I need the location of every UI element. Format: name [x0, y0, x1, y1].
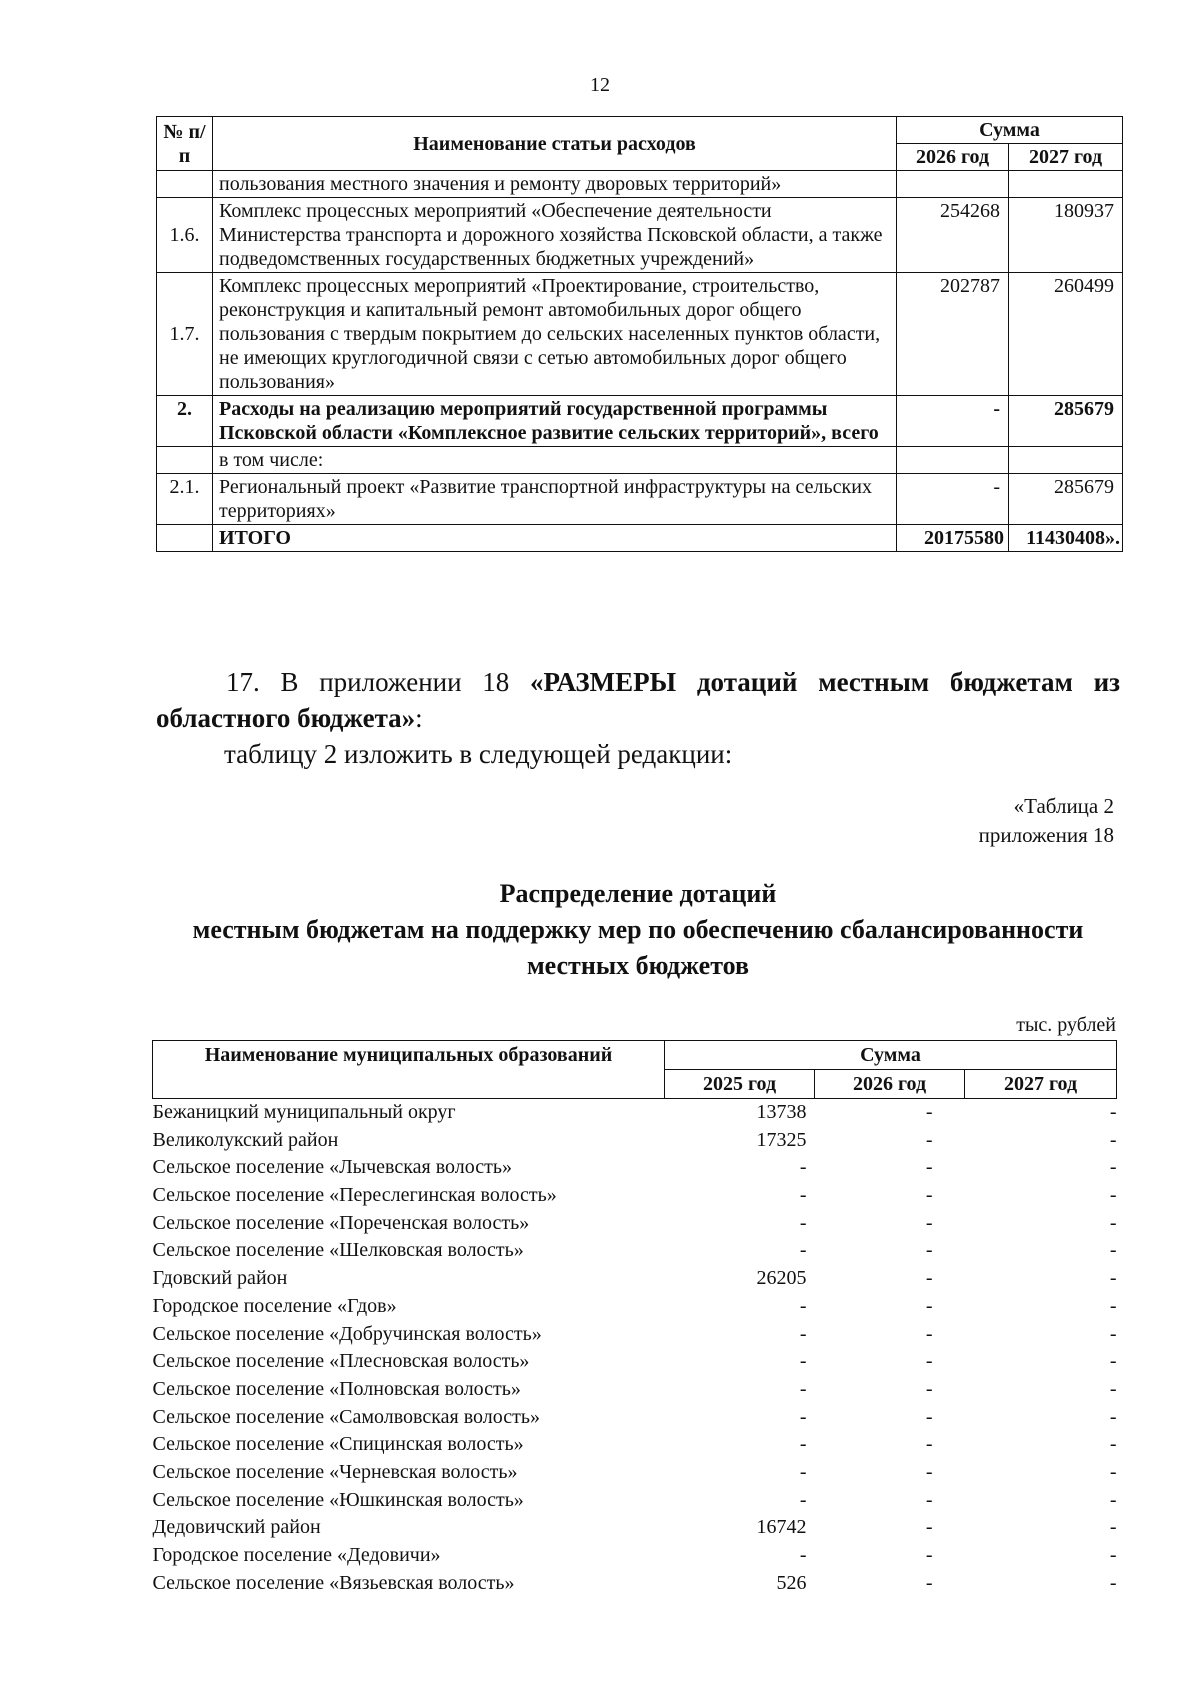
row-2027: 180937 [1009, 198, 1123, 273]
value-2026: - [925, 1433, 933, 1456]
value-2025: 526 [776, 1571, 807, 1594]
value-2027: - [1109, 1211, 1117, 1234]
table-row [153, 1265, 1117, 1293]
table-row [157, 447, 1123, 474]
value-2026: - [925, 1516, 933, 1539]
value-2025: - [799, 1239, 807, 1262]
table-row [153, 1487, 1117, 1515]
value-2025: - [799, 1211, 807, 1234]
municipality-name: Сельское поселение «Переслегинская волость» [152, 1184, 557, 1207]
header-2025: 2025 год [665, 1070, 815, 1099]
caption-line1: «Таблица 2 [1013, 794, 1114, 818]
value-2025: - [799, 1544, 807, 1566]
title-line1: Распределение дотаций [499, 879, 777, 908]
paragraph-bold-2: областного бюджета» [156, 703, 416, 733]
header-municipality: Наименование муниципальных образований [153, 1041, 665, 1099]
value-2025: - [799, 1156, 807, 1179]
paragraph-colon: : [415, 703, 423, 733]
value-2025: 13738 [756, 1101, 807, 1123]
value-2027: - [1109, 1433, 1117, 1456]
value-2026: - [925, 1544, 933, 1566]
table-row [153, 1127, 1117, 1155]
table-caption [979, 792, 1114, 850]
value-2027: - [1109, 1128, 1117, 1151]
value-2026: - [925, 1211, 933, 1234]
value-2026: - [925, 1239, 933, 1262]
municipality-name: Сельское поселение «Плесновская волость» [152, 1350, 530, 1373]
value-2026: - [925, 1377, 933, 1400]
table-row [153, 1514, 1117, 1542]
document-title [156, 876, 1120, 984]
table-row [153, 1459, 1117, 1487]
paragraph-prefix: 17. В приложении 18 [226, 667, 531, 697]
table-row [153, 1321, 1117, 1349]
table-row-total [157, 525, 1123, 552]
value-2027: - [1109, 1350, 1117, 1373]
row-name: Комплекс процессных мероприятий «Проектирование, строительство, реконструкция и капитальный ремонт автомобильных дорог общего пользования с твердым покрытием до сельских населенных пунктов области, не имеющих круглогодичной связи с сетью автомобильных дорог общего пользования» [213, 273, 897, 396]
value-2026: - [925, 1128, 933, 1151]
paragraph-bold: «РАЗМЕРЫ дотаций местным бюджетам из [530, 667, 1120, 697]
value-2027: - [1109, 1322, 1117, 1345]
subsidies-table [152, 1040, 1117, 1597]
units-label: тыс. рублей [1016, 1014, 1116, 1036]
municipality-name: Сельское поселение «Черневская волость» [152, 1460, 518, 1483]
municipality-name: Городское поселение «Дедовичи» [152, 1544, 441, 1566]
row-2027: 260499 [1009, 273, 1123, 396]
row-num: 2.1. [157, 474, 213, 525]
value-2026: - [925, 1322, 933, 1345]
value-2027: - [1109, 1488, 1117, 1511]
row-name: пользования местного значения и ремонту дворовых территорий» [213, 171, 897, 198]
table-row [153, 1404, 1117, 1432]
value-2027: - [1109, 1405, 1117, 1428]
value-2026: - [925, 1101, 933, 1123]
row-num: 1.6. [157, 198, 213, 273]
municipality-name: Сельское поселение «Полновская волость» [152, 1377, 521, 1400]
table-row [157, 171, 1123, 198]
value-2027: - [1109, 1239, 1117, 1262]
title-line2: местным бюджетам на поддержку мер по обеспечению сбалансированности [192, 915, 1084, 944]
row-num: 1.7. [157, 273, 213, 396]
row-2026 [897, 171, 1009, 198]
value-2025: - [799, 1294, 807, 1317]
municipality-name: Сельское поселение «Вязьевская волость» [152, 1571, 515, 1594]
municipality-name: Городское поселение «Гдов» [152, 1294, 397, 1317]
value-2026: - [925, 1405, 933, 1428]
title-line3: местных бюджетов [526, 951, 750, 980]
row-name: ИТОГО [213, 525, 897, 552]
header-sum: Сумма [897, 117, 1123, 144]
row-num [157, 171, 213, 198]
row-2026: - [897, 474, 1009, 525]
table-row [153, 1154, 1117, 1182]
value-2026: - [925, 1184, 933, 1207]
table-row [153, 1293, 1117, 1321]
page-number: 12 [590, 74, 610, 96]
value-2026: - [925, 1350, 933, 1373]
municipality-name: Великолукский район [152, 1128, 339, 1151]
table-row [153, 1348, 1117, 1376]
row-2027: 11430408». [1009, 525, 1123, 552]
municipality-name: Сельское поселение «Лычевская волость» [152, 1156, 512, 1179]
caption-line2: приложения 18 [978, 823, 1114, 847]
row-2026 [897, 447, 1009, 474]
value-2027: - [1109, 1267, 1117, 1290]
table-row [157, 474, 1123, 525]
row-2026: 202787 [897, 273, 1009, 396]
municipality-name: Сельское поселение «Спицинская волость» [152, 1433, 524, 1456]
value-2027: - [1109, 1516, 1117, 1539]
table-row [153, 1376, 1117, 1404]
value-2025: - [799, 1322, 807, 1345]
header-2026: 2026 год [815, 1070, 965, 1099]
row-2026: 20175580 [897, 525, 1009, 552]
row-name: в том числе: [213, 447, 897, 474]
row-num: 2. [157, 396, 213, 447]
expenses-table [156, 116, 1123, 552]
paragraph-line3: таблицу 2 изложить в следующей редакции: [224, 739, 733, 769]
table-row [157, 396, 1123, 447]
municipality-name: Сельское поселение «Пореченская волость» [152, 1211, 530, 1234]
value-2026: - [925, 1156, 933, 1179]
table-row [153, 1210, 1117, 1238]
value-2026: - [925, 1267, 933, 1290]
value-2025: 26205 [756, 1267, 807, 1290]
table-row [153, 1237, 1117, 1265]
row-2026: 254268 [897, 198, 1009, 273]
row-name: Комплекс процессных мероприятий «Обеспечение деятельности Министерства транспорта и дорожного хозяйства Псковской области, а также подведомственных государственных бюджетных учреждений» [213, 198, 897, 273]
table-row [153, 1182, 1117, 1210]
value-2027: - [1109, 1571, 1117, 1594]
header-2027: 2027 год [1009, 144, 1123, 171]
value-2025: - [799, 1488, 807, 1511]
row-2026: - [897, 396, 1009, 447]
value-2025: - [799, 1405, 807, 1428]
value-2027: - [1109, 1294, 1117, 1317]
row-num [157, 525, 213, 552]
paragraph-line1 [156, 664, 1120, 700]
row-name: Региональный проект «Развитие транспортной инфраструктуры на сельских территориях» [213, 474, 897, 525]
value-2025: 17325 [756, 1128, 807, 1151]
value-2026: - [925, 1294, 933, 1317]
table-row [153, 1542, 1117, 1570]
value-2026: - [925, 1488, 933, 1511]
row-name: Расходы на реализацию мероприятий государственной программы Псковской области «Комплексное развитие сельских территорий», всего [213, 396, 897, 447]
municipality-name: Бежаницкий муниципальный округ [152, 1101, 456, 1123]
table-row [157, 273, 1123, 396]
table-row [153, 1570, 1117, 1598]
row-2027: 285679 [1009, 396, 1123, 447]
value-2025: - [799, 1460, 807, 1483]
municipality-name: Сельское поселение «Шелковская волость» [152, 1239, 524, 1262]
header-sum: Сумма [665, 1041, 1117, 1070]
value-2027: - [1109, 1544, 1117, 1566]
header-2026: 2026 год [897, 144, 1009, 171]
municipality-name: Гдовский район [152, 1267, 288, 1290]
row-2027: 285679 [1009, 474, 1123, 525]
value-2027: - [1109, 1460, 1117, 1483]
municipality-name: Дедовичский район [152, 1516, 321, 1539]
table-row [153, 1431, 1117, 1459]
value-2027: - [1109, 1101, 1117, 1123]
table-row [157, 198, 1123, 273]
value-2025: - [799, 1433, 807, 1456]
value-2027: - [1109, 1156, 1117, 1179]
value-2027: - [1109, 1377, 1117, 1400]
value-2025: 16742 [756, 1516, 807, 1539]
value-2025: - [799, 1350, 807, 1373]
value-2025: - [799, 1184, 807, 1207]
municipality-name: Сельское поселение «Юшкинская волость» [152, 1488, 524, 1511]
row-2027 [1009, 447, 1123, 474]
row-num [157, 447, 213, 474]
municipality-name: Сельское поселение «Добручинская волость» [152, 1322, 542, 1345]
municipality-name: Сельское поселение «Самолвовская волость» [152, 1405, 540, 1428]
value-2025: - [799, 1377, 807, 1400]
table-row [153, 1099, 1117, 1127]
row-2027 [1009, 171, 1123, 198]
paragraph-line2 [156, 700, 1120, 736]
value-2026: - [925, 1571, 933, 1594]
header-expense-name: Наименование статьи расходов [213, 117, 897, 171]
value-2027: - [1109, 1184, 1117, 1207]
header-2027: 2027 год [965, 1070, 1117, 1099]
value-2026: - [925, 1460, 933, 1483]
header-num: № п/п [157, 117, 213, 171]
